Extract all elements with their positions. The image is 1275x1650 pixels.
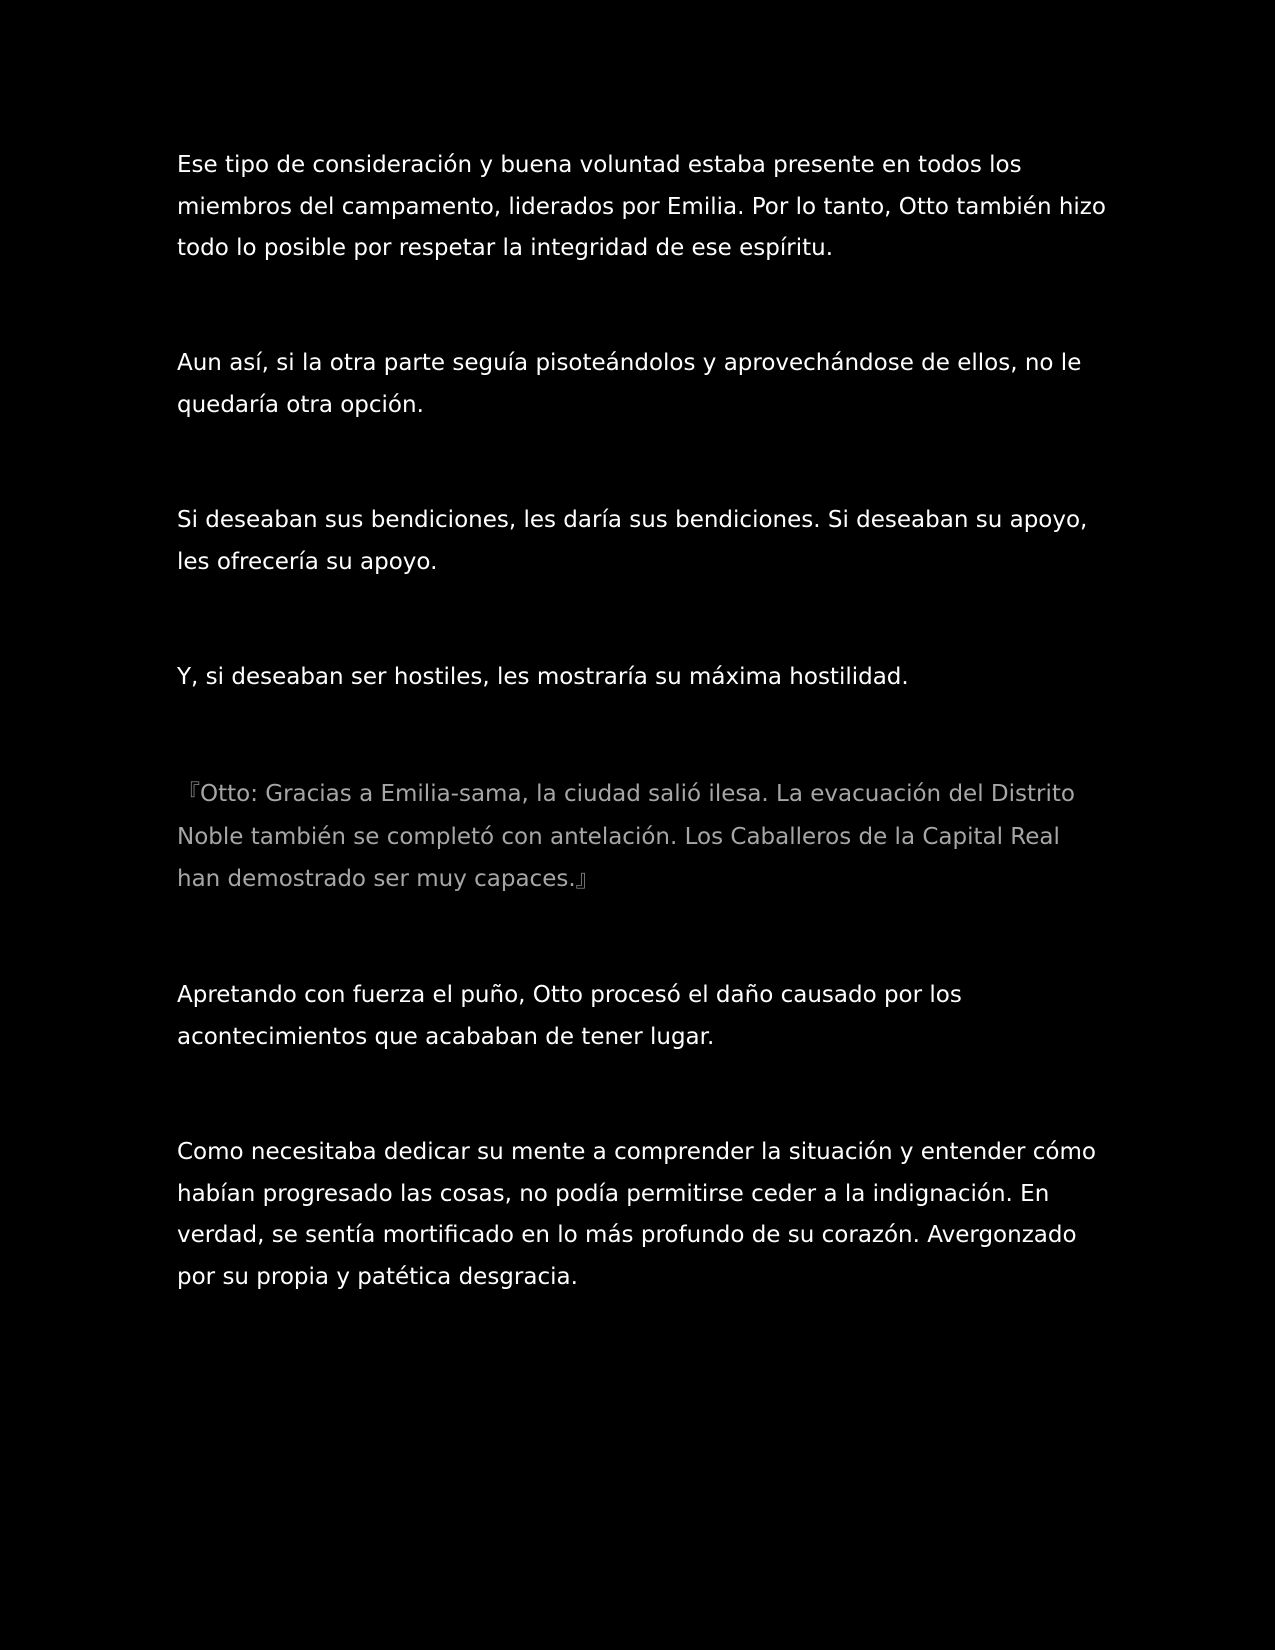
paragraph-no-option: Aun así, si la otra parte seguía pisoteándolos y aprovechándose de ellos, no le quedaría otra opción. bbox=[177, 350, 1082, 418]
paragraph-indignation: Como necesitaba dedicar su mente a comprender la situación y entender cómo habían progresado las cosas, no podía permitirse ceder a la indignación. En verdad, se sentía mortificado en lo más profundo de su corazón. Avergonzado por su propia y patética desgracia. bbox=[177, 1139, 1096, 1290]
paragraph-blessings: Si deseaban sus bendiciones, les daría sus bendiciones. Si deseaban su apoyo, les ofrecería su apoyo. bbox=[177, 507, 1088, 575]
paragraph-fist: Apretando con fuerza el puño, Otto procesó el daño causado por los acontecimientos que acababan de tener lugar. bbox=[177, 982, 962, 1050]
dialogue-otto: 『Otto: Gracias a Emilia-sama, la ciudad salió ilesa. La evacuación del Distrito Noble también se completó con antelación. Los Caballeros de la Capital Real han demostrado ser muy capaces.』 bbox=[177, 781, 1075, 892]
paragraph-consideration: Ese tipo de consideración y buena voluntad estaba presente en todos los miembros del campamento, liderados por Emilia. Por lo tanto, Otto también hizo todo lo posible por respetar la integridad de ese espíritu. bbox=[177, 152, 1106, 261]
paragraph-hostility: Y, si deseaban ser hostiles, les mostraría su máxima hostilidad. bbox=[177, 664, 909, 690]
